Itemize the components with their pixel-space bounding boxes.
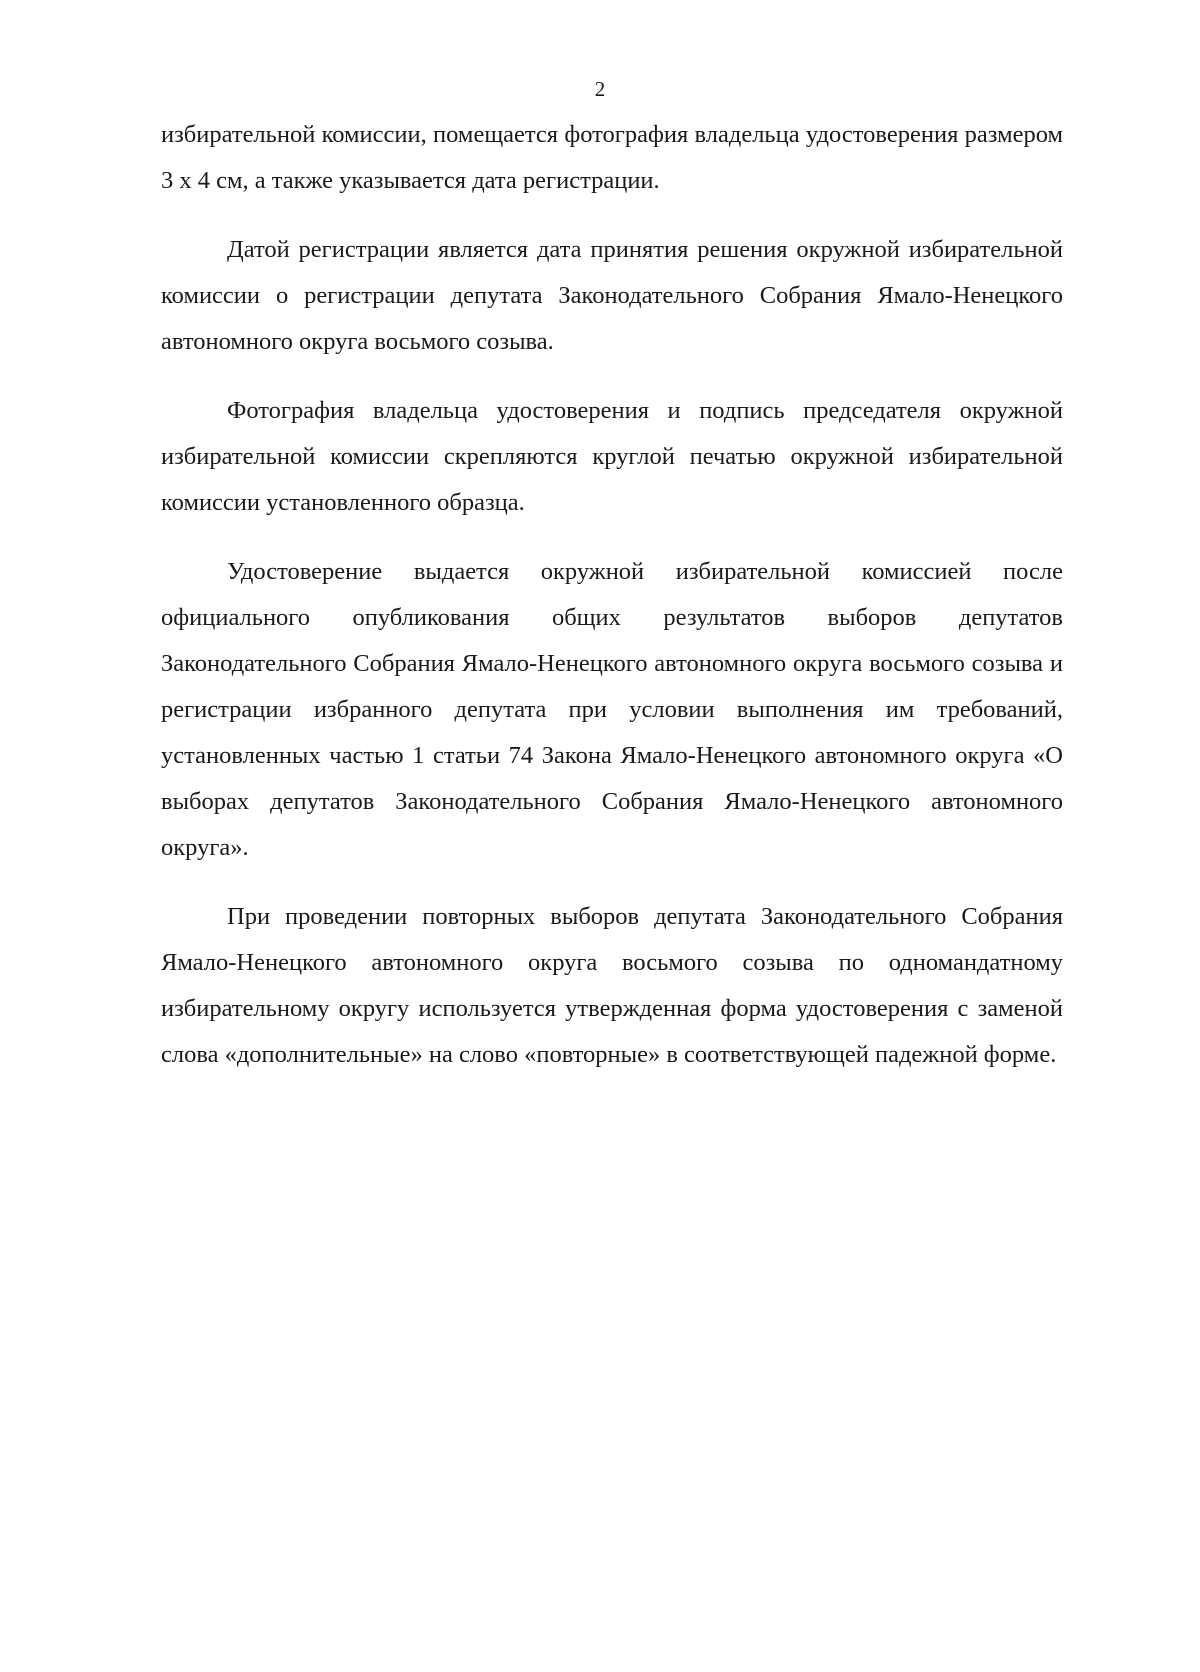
document-body <box>161 112 1063 1078</box>
page-number: 2 <box>594 77 606 101</box>
paragraph-photo-placement: избирательной комиссии, помещается фотография владельца удостоверения размером 3 х 4 см, а также указывается дата регистрации. <box>161 121 1063 194</box>
paragraph-repeat-elections: При проведении повторных выборов депутата Законодательного Собрания Ямало-Ненецкого автономного округа восьмого созыва по одномандатному избирательному округу используется утвержденная форма удостоверения с заменой слова «дополнительные» на слово «повторные» в соответствующей падежной форме. <box>161 903 1063 1068</box>
paragraph-issuance: Удостоверение выдается окружной избирательной комиссией после официального опубликования общих результатов выборов депутатов Законодательного Собрания Ямало-Ненецкого автономного округа восьмого созыва и регистрации избранного депутата при условии выполнения им требований, установленных частью 1 статьи 74 Закона Ямало-Ненецкого автономного округа «О выборах депутатов Законодательного Собрания Ямало-Ненецкого автономного округа». <box>161 558 1063 861</box>
paragraph-registration-date: Датой регистрации является дата принятия решения окружной избирательной комиссии о регистрации депутата Законодательного Собрания Ямало-Ненецкого автономного округа восьмого созыва. <box>161 236 1063 355</box>
paragraph-seal: Фотография владельца удостоверения и подпись председателя окружной избирательной комиссии скрепляются круглой печатью окружной избирательной комиссии установленного образца. <box>161 397 1063 516</box>
